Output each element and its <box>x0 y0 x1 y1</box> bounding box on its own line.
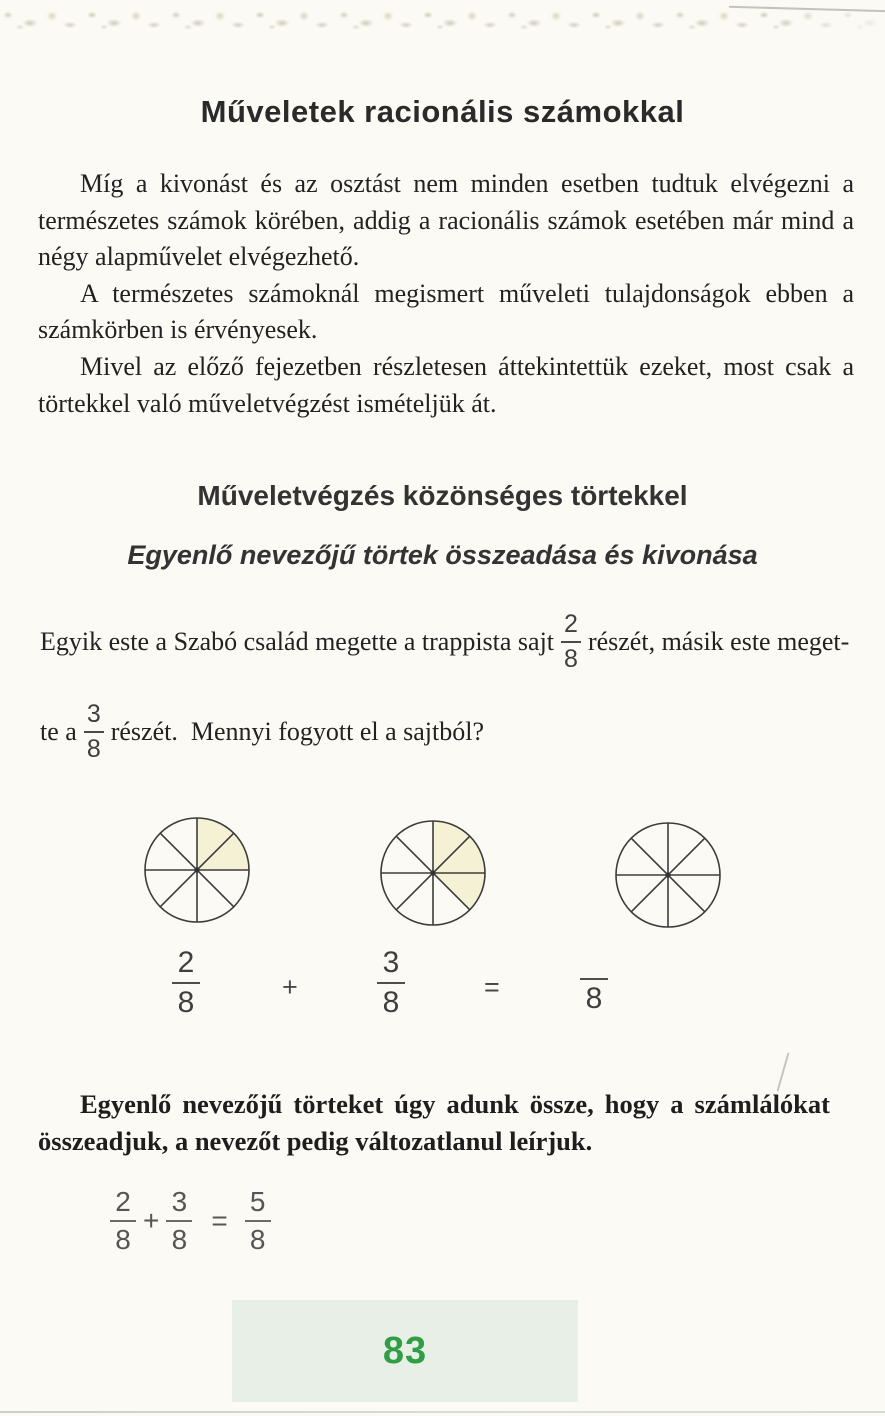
paragraph: Mivel az előző fejezetben részletesen áttekintettük ezeket, most csak a törtekkel való műveletvégzést ismételjük át. <box>38 351 854 418</box>
equation-result-fraction: $\frac{5}{8}$ <box>245 1188 271 1254</box>
problem-text-line-2 <box>40 702 484 762</box>
page-number-band <box>232 1300 578 1402</box>
equals-operator: = <box>211 1205 228 1236</box>
problem-text: részét, másik este meget- <box>587 627 850 656</box>
fraction-circle-2-8 <box>142 815 252 925</box>
plus-operator: + <box>143 1205 160 1236</box>
equation-fraction-1: $\frac{2}{8}$ <box>110 1188 136 1254</box>
fraction-circle-blank <box>613 820 723 930</box>
problem-text: te a <box>40 717 77 746</box>
paragraph: A természetes számoknál megismert műveleti tulajdonságok ebben a számkörben is érvényesek. <box>38 278 854 345</box>
page-number: 83 <box>382 1329 428 1372</box>
fraction-circle-3-8 <box>378 818 488 928</box>
scan-smudge-band <box>0 9 885 31</box>
rule-statement: Egyenlő nevezőjű törteket úgy adunk össze, hogy a számlálókat összeadjuk, a nevezőt pedig változatlanul leírjuk. <box>38 1089 830 1156</box>
problem-text: részét. Mennyi fogyott el a sajtból? <box>110 717 484 746</box>
expression-result-fraction-blank: 8 <box>580 944 608 1014</box>
problem-text: Egyik este a Szabó család megette a trappista sajt <box>40 627 555 656</box>
inline-fraction-3-8: $\frac{3}{8}$ <box>84 702 104 762</box>
equation-fraction-2: $\frac{3}{8}$ <box>166 1188 192 1254</box>
scan-bottom-edge <box>0 1411 885 1413</box>
intro-paragraphs <box>38 166 854 422</box>
expression-fraction-1: 2 8 <box>172 948 200 1018</box>
page-title: Műveletek racionális számokkal <box>200 94 685 129</box>
problem-text-line-1 <box>40 612 849 672</box>
section-subheading: Egyenlő nevezőjű törtek összeadása és kivonása <box>127 540 758 570</box>
expression-fraction-2: 3 8 <box>377 948 405 1018</box>
plus-operator: + <box>282 972 298 1002</box>
equals-operator: = <box>484 972 500 1002</box>
section-heading: Műveletvégzés közönséges törtekkel <box>197 480 688 511</box>
paragraph: Míg a kivonást és az osztást nem minden esetben tudtuk elvégezni a természetes számok körében, addig a racionális számok esetében már mind a négy alapművelet elvégezhető. <box>38 169 854 272</box>
worked-equation <box>110 1188 271 1254</box>
inline-fraction-2-8: $\frac{2}{8}$ <box>561 612 581 672</box>
